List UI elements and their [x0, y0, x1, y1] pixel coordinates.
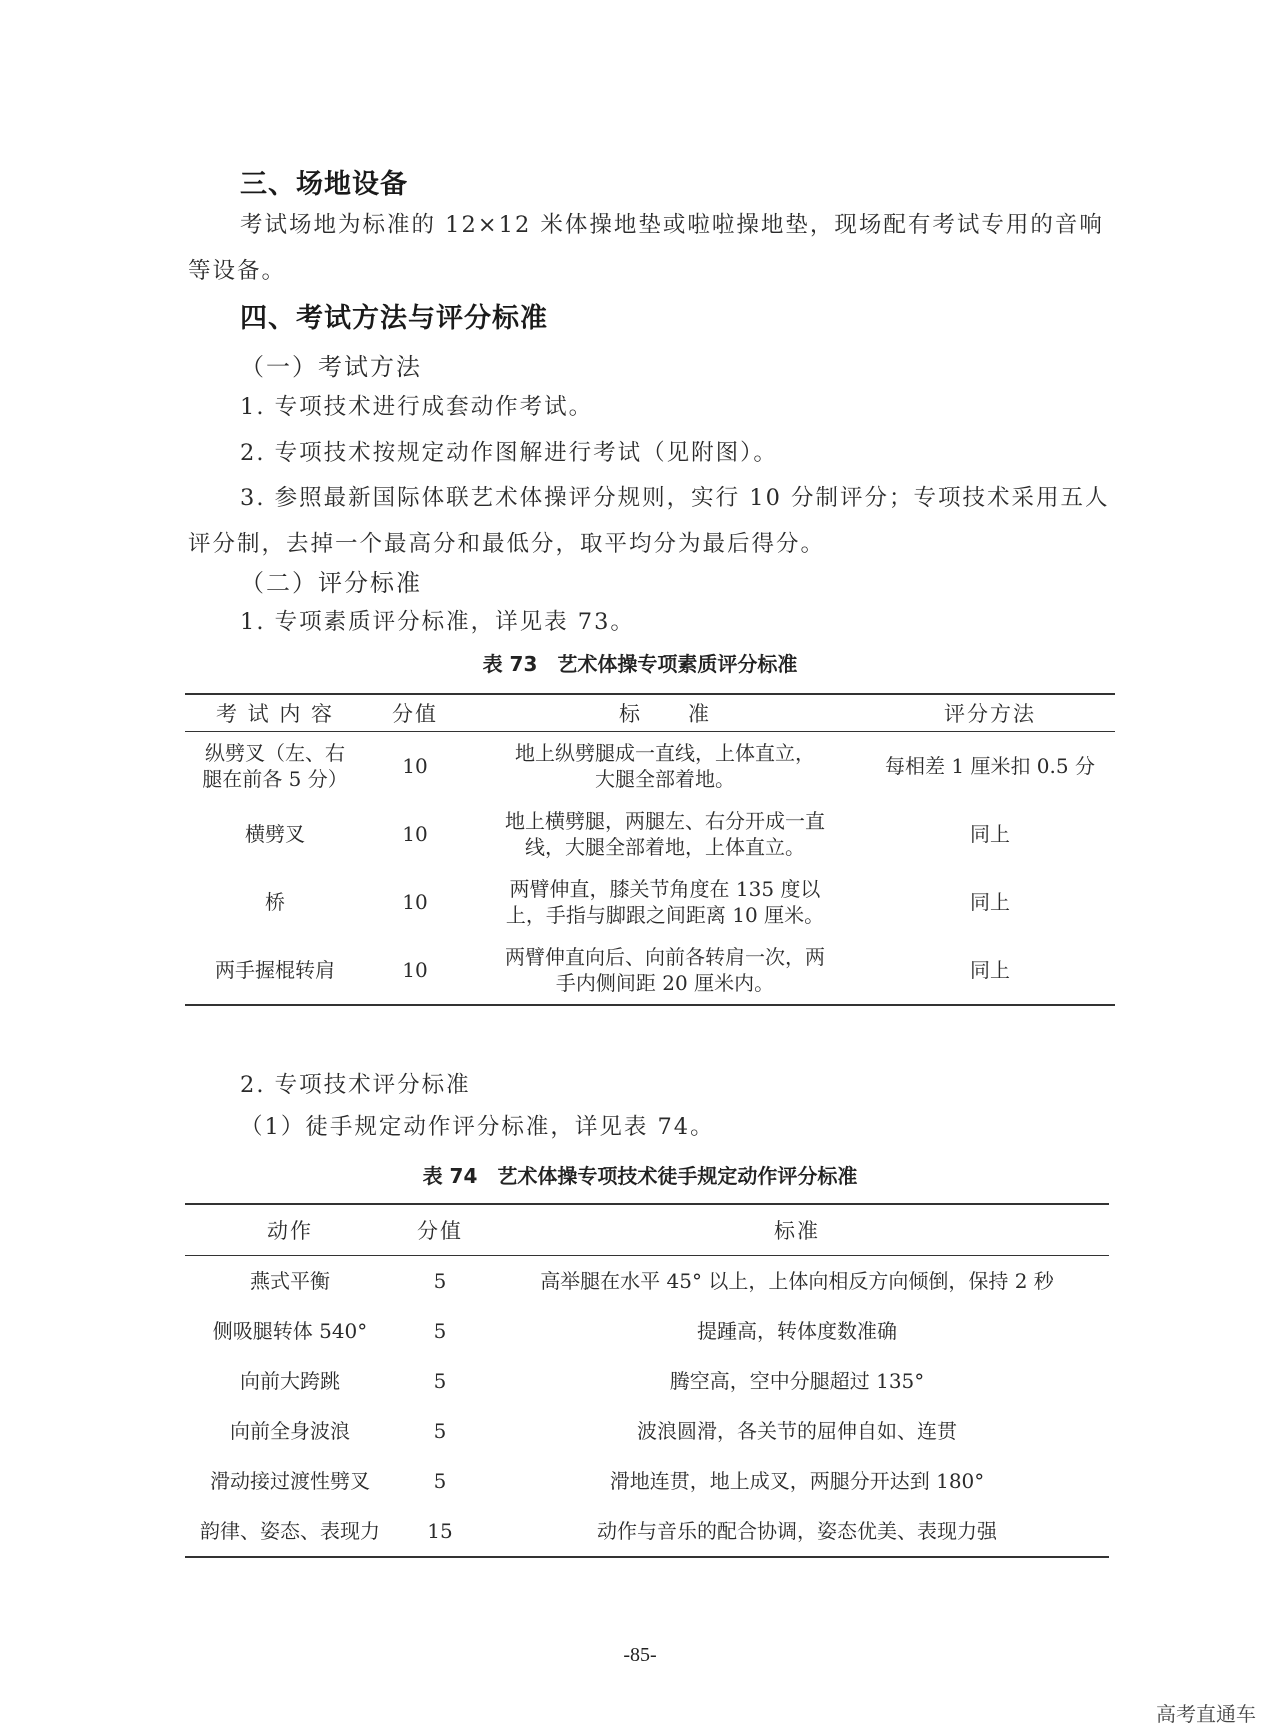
table-cell: 两臂伸直向后、向前各转肩一次，两手内侧间距 20 厘米内。 [465, 936, 865, 1005]
table-cell: 同上 [970, 890, 1010, 914]
table-cell: 燕式平衡 [250, 1269, 330, 1293]
table-cell: 10 [402, 754, 428, 778]
table-cell: 腾空高，空中分腿超过 135° [669, 1369, 925, 1393]
table-cell: 5 [433, 1419, 447, 1443]
table-cell: 同上 [865, 936, 1115, 1005]
table-row [185, 936, 1115, 1005]
table74-header-action: 动作 [185, 1204, 395, 1256]
table-cell: 滑动接过渡性劈叉 [210, 1469, 370, 1493]
table73-header-content: 考 试 内 容 [185, 694, 365, 732]
table74-header-row [185, 1204, 1109, 1256]
technique-sub-line: （1）徒手规定动作评分标准，详见表 74。 [240, 1114, 715, 1140]
table-cell: 每相差 1 厘米扣 0.5 分 [885, 754, 1095, 778]
table-cell: 两手握棍转肩 [185, 936, 365, 1005]
table-row [185, 1256, 1109, 1307]
table-cell: 地上横劈腿，两腿左、右分开成一直线，大腿全部着地，上体直立。 [505, 809, 825, 859]
table-cell: 5 [433, 1269, 447, 1293]
table73-caption: 表 73 艺术体操专项素质评分标准 [482, 652, 798, 676]
criteria-subheading: （二）评分标准 [240, 569, 422, 597]
table-cell: 两臂伸直，膝关节角度在 135 度以上，手指与脚跟之间距离 10 厘米。 [505, 877, 825, 927]
table74-header-standard: 标准 [485, 1204, 1109, 1256]
criteria-line-1: 1. 专项素质评分标准，详见表 73。 [240, 609, 635, 635]
table-cell: 同上 [970, 822, 1010, 846]
table-cell: 桥 [265, 890, 285, 914]
table74 [185, 1203, 1109, 1558]
table-row [185, 868, 1115, 936]
table-cell: 横劈叉 [245, 822, 305, 846]
table73-header-score: 分值 [365, 694, 465, 732]
table-cell: 5 [433, 1319, 447, 1343]
table74-header-score: 分值 [395, 1204, 485, 1256]
method-item-3: 3. 参照最新国际体联艺术体操评分规则，实行 10 分制评分；专项技术采用五人评分制，去掉一个最高分和最低分，取平均分为最后得分。 [188, 485, 1110, 557]
page-number: -85- [623, 1644, 657, 1666]
table-cell: 5 [433, 1469, 447, 1493]
table-cell: 韵律、姿态、表现力 [185, 1506, 395, 1557]
table-row [185, 1356, 1109, 1406]
watermark: 高考直通车 [1156, 1702, 1256, 1726]
table-cell: 15 [395, 1506, 485, 1557]
table73-header-row [185, 694, 1115, 732]
section4-heading: 四、考试方法与评分标准 [240, 303, 548, 334]
method-item-2: 2. 专项技术按规定动作图解进行考试（见附图）。 [240, 440, 778, 466]
table-cell: 纵劈叉（左、右腿在前各 5 分） [202, 741, 348, 791]
table73 [185, 693, 1115, 1006]
table-cell: 动作与音乐的配合协调，姿态优美、表现力强 [485, 1506, 1109, 1557]
section3-heading: 三、场地设备 [240, 169, 408, 200]
table-cell: 侧吸腿转体 540° [212, 1319, 368, 1343]
table-cell: 高举腿在水平 45° 以上，上体向相反方向倾倒，保持 2 秒 [540, 1269, 1054, 1293]
table-cell: 10 [402, 890, 428, 914]
table-row [185, 800, 1115, 868]
table-row [185, 1406, 1109, 1456]
table-cell: 5 [433, 1369, 447, 1393]
method-item-1: 1. 专项技术进行成套动作考试。 [240, 394, 594, 420]
table-cell: 滑地连贯，地上成叉，两腿分开达到 180° [609, 1469, 985, 1493]
table-row [185, 1506, 1109, 1557]
table-row [185, 1306, 1109, 1356]
table74-caption: 表 74 艺术体操专项技术徒手规定动作评分标准 [422, 1164, 858, 1188]
method-subheading: （一）考试方法 [240, 353, 422, 381]
table-cell: 提踵高，转体度数准确 [697, 1319, 897, 1343]
table-cell: 10 [402, 822, 428, 846]
table-cell: 地上纵劈腿成一直线，上体直立，大腿全部着地。 [515, 741, 815, 791]
table-row [185, 732, 1115, 801]
technique-heading-line: 2. 专项技术评分标准 [240, 1072, 471, 1098]
table-cell: 向前全身波浪 [230, 1419, 350, 1443]
table-cell: 10 [365, 936, 465, 1005]
table73-header-standard: 标 准 [465, 694, 865, 732]
table73-header-method: 评分方法 [865, 694, 1115, 732]
table-row [185, 1456, 1109, 1506]
table-cell: 向前大跨跳 [240, 1369, 340, 1393]
table-cell: 波浪圆滑，各关节的屈伸自如、连贯 [637, 1419, 957, 1443]
section3-paragraph: 考试场地为标准的 12×12 米体操地垫或啦啦操地垫，现场配有考试专用的音响等设备。 [188, 212, 1104, 284]
